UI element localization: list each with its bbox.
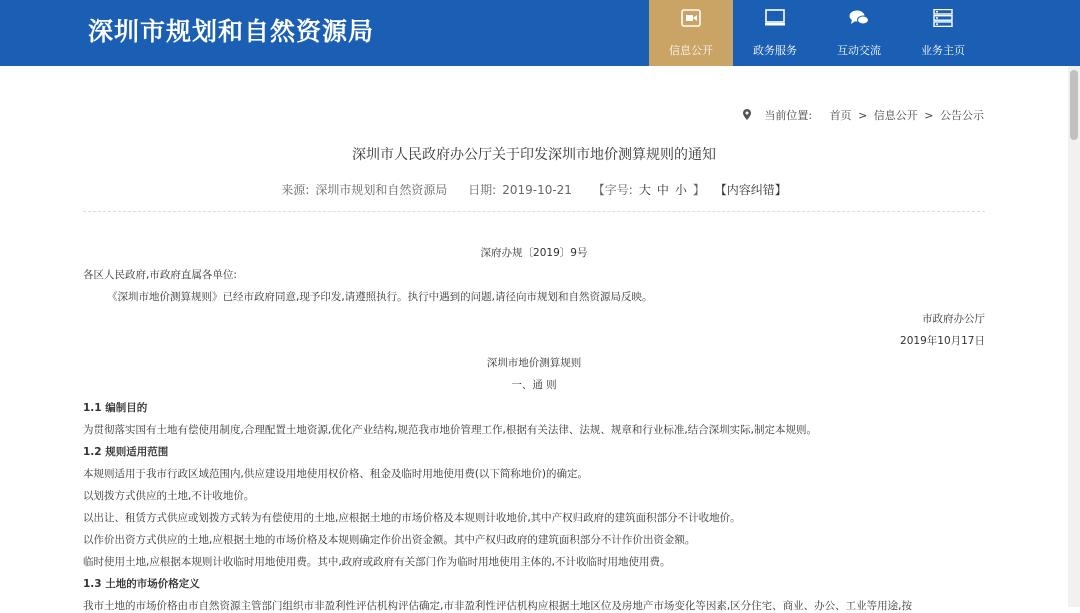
font-size-label: 【字号: xyxy=(592,183,633,197)
section-heading: 1.2 规则适用范围 xyxy=(83,446,169,458)
video-icon xyxy=(681,9,701,27)
nav-label: 互动交流 xyxy=(837,44,881,57)
rules-title: 深圳市地价测算规则 xyxy=(486,357,582,369)
nav-item-gov-services[interactable] xyxy=(733,0,817,66)
issue-date: 2019年10月17日 xyxy=(900,335,985,347)
nav-item-info-disclosure[interactable] xyxy=(649,0,733,66)
section-heading: 1.3 土地的市场价格定义 xyxy=(83,578,200,590)
monitor-icon xyxy=(765,9,785,27)
server-icon xyxy=(933,9,953,27)
source-value: 深圳市规划和自然资源局 xyxy=(315,183,448,197)
source-label: 来源: xyxy=(281,183,310,197)
breadcrumb-announcements[interactable]: 公告公示 xyxy=(940,109,984,122)
site-title[interactable]: 深圳市规划和自然资源局 xyxy=(88,17,375,46)
paragraph: 为贯彻落实国有土地有偿使用制度,合理配置土地资源,优化产业结构,规范我市地价管理工作,根据有关法律、法规、规章和行业标准,结合深圳实际,制定本规则。 xyxy=(83,424,818,436)
breadcrumb-separator: > xyxy=(858,109,868,122)
paragraph: 我市土地的市场价格由市自然资源主管部门组织市非盈利性评估机构评估确定,市非盈利性评估机构应根据土地区位及房地产市场变化等因素,区分住宅、商业、办公、工业等用途,按 xyxy=(83,600,913,612)
paragraph: 本规则适用于我市行政区域范围内,供应建设用地使用权价格、租金及临时用地使用费(以下简称地价)的确定。 xyxy=(83,468,589,480)
chat-icon xyxy=(849,9,869,27)
paragraph: 以划拨方式供应的土地,不计收地价。 xyxy=(83,490,255,502)
section-heading: 1.1 编制目的 xyxy=(83,402,148,414)
font-size-close: 】 xyxy=(692,183,705,197)
breadcrumb-separator: > xyxy=(924,109,934,122)
paragraph: 以出让、租赁方式供应或划拨方式转为有偿使用的土地,应根据土地的市场价格及本规则计收地价,其中产权归政府的建筑面积部分不计收地价。 xyxy=(83,512,741,524)
issuer: 市政府办公厅 xyxy=(922,313,985,325)
font-size-small[interactable]: 小 xyxy=(674,183,687,197)
intro-paragraph: 《深圳市地价测算规则》已经市政府同意,现予印发,请遵照执行。执行中遇到的问题,请径向市规划和自然资源局反映。 xyxy=(107,291,653,303)
article-title: 深圳市人民政府办公厅关于印发深圳市地价测算规则的通知 xyxy=(352,147,716,163)
breadcrumb-prefix: 当前位置: xyxy=(764,109,813,122)
scrollbar-track[interactable] xyxy=(1068,66,1080,607)
nav-label: 信息公开 xyxy=(669,44,713,57)
divider xyxy=(83,211,985,212)
article-meta xyxy=(0,181,1068,198)
location-pin-icon xyxy=(743,109,751,120)
breadcrumb-home[interactable]: 首页 xyxy=(829,109,852,122)
nav-item-business-home[interactable] xyxy=(901,0,985,66)
breadcrumb-info-disclosure[interactable]: 信息公开 xyxy=(873,109,918,122)
recipients: 各区人民政府,市政府直属各单位: xyxy=(83,269,237,281)
breadcrumb xyxy=(743,107,984,123)
font-size-large[interactable]: 大 xyxy=(638,183,651,197)
doc-number: 深府办规〔2019〕9号 xyxy=(480,247,588,259)
site-header xyxy=(0,0,1080,66)
chapter-title: 一、通 则 xyxy=(511,379,557,391)
nav-label: 业务主页 xyxy=(921,44,965,57)
content-correction-link[interactable]: 【内容纠错】 xyxy=(714,183,787,197)
nav-label: 政务服务 xyxy=(753,44,797,57)
date-value: 2019-10-21 xyxy=(502,183,572,197)
nav-item-interaction[interactable] xyxy=(817,0,901,66)
font-size-medium[interactable]: 中 xyxy=(656,183,669,197)
paragraph: 以作价出资方式供应的土地,应根据土地的市场价格及本规则确定作价出资金额。其中产权归政府的建筑面积部分不计作价出资金额。 xyxy=(83,534,696,546)
paragraph: 临时使用土地,应根据本规则计收临时用地使用费。其中,政府或政府有关部门作为临时用地使用主体的,不计收临时用地使用费。 xyxy=(83,556,671,568)
date-label: 日期: xyxy=(468,183,497,197)
scrollbar-thumb[interactable] xyxy=(1070,70,1078,140)
